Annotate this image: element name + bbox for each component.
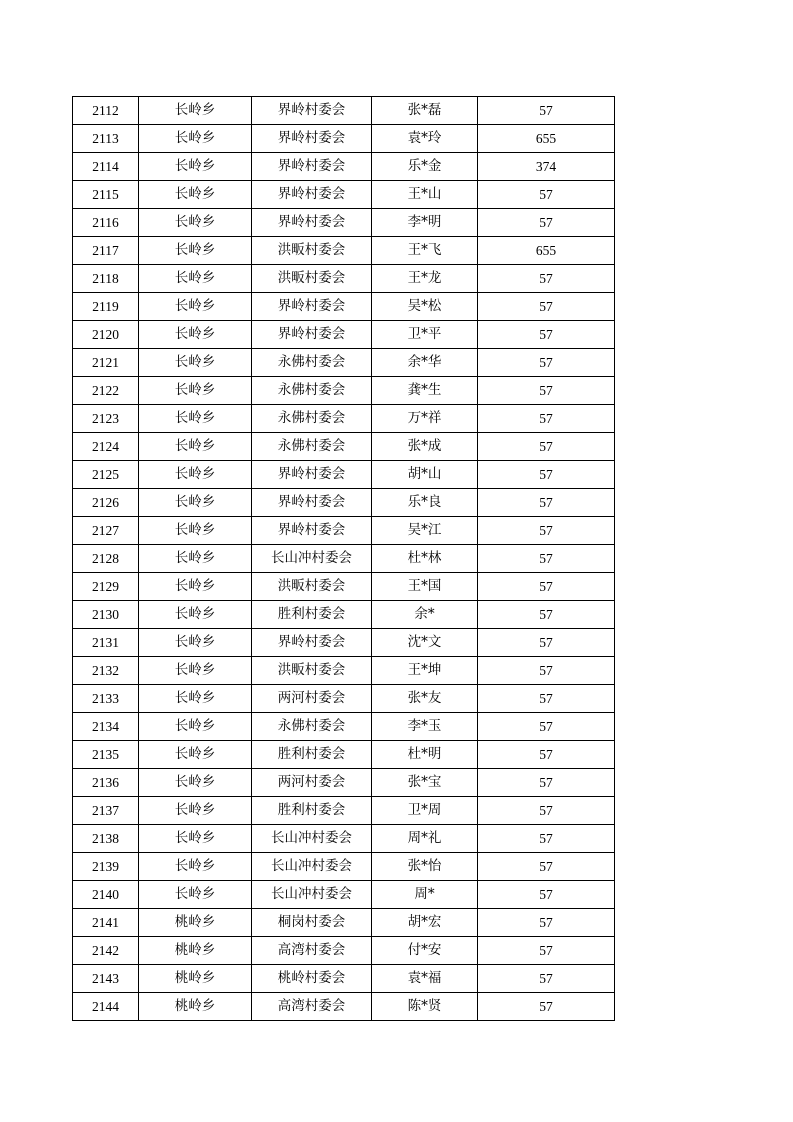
row-number-cell: 2132	[73, 657, 139, 685]
person-name-cell: 杜*林	[372, 545, 478, 573]
village-committee-cell: 界岭村委会	[252, 153, 372, 181]
village-committee-cell: 永佛村委会	[252, 377, 372, 405]
township-cell: 长岭乡	[139, 797, 252, 825]
table-row	[73, 209, 615, 237]
person-name-cell: 周*	[372, 881, 478, 909]
table-row	[73, 713, 615, 741]
row-number-cell: 2124	[73, 433, 139, 461]
table-row	[73, 181, 615, 209]
amount-cell: 57	[478, 909, 615, 937]
person-name-cell: 袁*福	[372, 965, 478, 993]
village-committee-cell: 高湾村委会	[252, 993, 372, 1021]
township-cell: 桃岭乡	[139, 965, 252, 993]
township-cell: 长岭乡	[139, 685, 252, 713]
village-committee-cell: 永佛村委会	[252, 433, 372, 461]
row-number-cell: 2140	[73, 881, 139, 909]
table-row	[73, 461, 615, 489]
village-committee-cell: 界岭村委会	[252, 209, 372, 237]
township-cell: 长岭乡	[139, 377, 252, 405]
person-name-cell: 袁*玲	[372, 125, 478, 153]
row-number-cell: 2134	[73, 713, 139, 741]
township-cell: 长岭乡	[139, 881, 252, 909]
village-committee-cell: 洪畈村委会	[252, 237, 372, 265]
amount-cell: 57	[478, 657, 615, 685]
person-name-cell: 王*国	[372, 573, 478, 601]
table-row	[73, 657, 615, 685]
person-name-cell: 胡*山	[372, 461, 478, 489]
row-number-cell: 2138	[73, 825, 139, 853]
table-row	[73, 573, 615, 601]
person-name-cell: 李*玉	[372, 713, 478, 741]
village-committee-cell: 胜利村委会	[252, 741, 372, 769]
village-committee-cell: 长山冲村委会	[252, 881, 372, 909]
amount-cell: 57	[478, 741, 615, 769]
township-cell: 长岭乡	[139, 461, 252, 489]
table-row	[73, 97, 615, 125]
township-cell: 长岭乡	[139, 181, 252, 209]
row-number-cell: 2129	[73, 573, 139, 601]
table-row	[73, 601, 615, 629]
township-cell: 长岭乡	[139, 265, 252, 293]
amount-cell: 57	[478, 517, 615, 545]
amount-cell: 57	[478, 321, 615, 349]
table-row	[73, 293, 615, 321]
township-cell: 长岭乡	[139, 349, 252, 377]
table-row	[73, 769, 615, 797]
row-number-cell: 2122	[73, 377, 139, 405]
village-committee-cell: 两河村委会	[252, 685, 372, 713]
table-row	[73, 685, 615, 713]
row-number-cell: 2130	[73, 601, 139, 629]
person-name-cell: 胡*宏	[372, 909, 478, 937]
table-row	[73, 629, 615, 657]
amount-cell: 57	[478, 797, 615, 825]
row-number-cell: 2120	[73, 321, 139, 349]
row-number-cell: 2123	[73, 405, 139, 433]
village-committee-cell: 桐岗村委会	[252, 909, 372, 937]
person-name-cell: 张*磊	[372, 97, 478, 125]
village-committee-cell: 洪畈村委会	[252, 573, 372, 601]
amount-cell: 57	[478, 349, 615, 377]
township-cell: 长岭乡	[139, 97, 252, 125]
amount-cell: 57	[478, 937, 615, 965]
village-committee-cell: 永佛村委会	[252, 713, 372, 741]
village-committee-cell: 洪畈村委会	[252, 265, 372, 293]
township-cell: 长岭乡	[139, 573, 252, 601]
township-cell: 长岭乡	[139, 629, 252, 657]
person-name-cell: 张*怡	[372, 853, 478, 881]
amount-cell: 57	[478, 685, 615, 713]
village-committee-cell: 长山冲村委会	[252, 825, 372, 853]
township-cell: 桃岭乡	[139, 909, 252, 937]
person-name-cell: 万*祥	[372, 405, 478, 433]
village-committee-cell: 界岭村委会	[252, 321, 372, 349]
amount-cell: 57	[478, 825, 615, 853]
person-name-cell: 乐*金	[372, 153, 478, 181]
amount-cell: 57	[478, 601, 615, 629]
person-name-cell: 李*明	[372, 209, 478, 237]
amount-cell: 57	[478, 377, 615, 405]
village-committee-cell: 长山冲村委会	[252, 545, 372, 573]
township-cell: 长岭乡	[139, 853, 252, 881]
amount-cell: 57	[478, 881, 615, 909]
row-number-cell: 2116	[73, 209, 139, 237]
row-number-cell: 2133	[73, 685, 139, 713]
table-row	[73, 909, 615, 937]
amount-cell: 57	[478, 265, 615, 293]
township-cell: 长岭乡	[139, 405, 252, 433]
amount-cell: 57	[478, 713, 615, 741]
village-committee-cell: 界岭村委会	[252, 517, 372, 545]
row-number-cell: 2137	[73, 797, 139, 825]
township-cell: 长岭乡	[139, 545, 252, 573]
township-cell: 长岭乡	[139, 293, 252, 321]
table-row	[73, 405, 615, 433]
village-committee-cell: 胜利村委会	[252, 601, 372, 629]
person-name-cell: 周*礼	[372, 825, 478, 853]
township-cell: 桃岭乡	[139, 993, 252, 1021]
village-committee-cell: 高湾村委会	[252, 937, 372, 965]
row-number-cell: 2126	[73, 489, 139, 517]
person-name-cell: 吴*江	[372, 517, 478, 545]
row-number-cell: 2143	[73, 965, 139, 993]
person-name-cell: 张*友	[372, 685, 478, 713]
table-row	[73, 853, 615, 881]
table-row	[73, 321, 615, 349]
township-cell: 长岭乡	[139, 517, 252, 545]
village-committee-cell: 永佛村委会	[252, 349, 372, 377]
amount-cell: 57	[478, 209, 615, 237]
amount-cell: 57	[478, 769, 615, 797]
table-row	[73, 489, 615, 517]
person-name-cell: 张*宝	[372, 769, 478, 797]
township-cell: 长岭乡	[139, 741, 252, 769]
row-number-cell: 2125	[73, 461, 139, 489]
table-row	[73, 433, 615, 461]
person-name-cell: 乐*良	[372, 489, 478, 517]
village-committee-cell: 界岭村委会	[252, 489, 372, 517]
township-cell: 长岭乡	[139, 153, 252, 181]
person-name-cell: 王*山	[372, 181, 478, 209]
township-cell: 长岭乡	[139, 825, 252, 853]
township-cell: 长岭乡	[139, 209, 252, 237]
township-cell: 长岭乡	[139, 601, 252, 629]
row-number-cell: 2119	[73, 293, 139, 321]
amount-cell: 57	[478, 433, 615, 461]
amount-cell: 57	[478, 965, 615, 993]
table-row	[73, 937, 615, 965]
table-row	[73, 825, 615, 853]
person-name-cell: 余*华	[372, 349, 478, 377]
person-name-cell: 沈*文	[372, 629, 478, 657]
amount-cell: 57	[478, 573, 615, 601]
village-committee-cell: 桃岭村委会	[252, 965, 372, 993]
amount-cell: 57	[478, 405, 615, 433]
amount-cell: 57	[478, 181, 615, 209]
table-row	[73, 153, 615, 181]
table-row	[73, 545, 615, 573]
amount-cell: 655	[478, 237, 615, 265]
row-number-cell: 2113	[73, 125, 139, 153]
row-number-cell: 2117	[73, 237, 139, 265]
table-row	[73, 741, 615, 769]
village-committee-cell: 界岭村委会	[252, 125, 372, 153]
table-row	[73, 125, 615, 153]
person-name-cell: 余*	[372, 601, 478, 629]
roster-table-body	[73, 97, 615, 1021]
amount-cell: 57	[478, 293, 615, 321]
row-number-cell: 2127	[73, 517, 139, 545]
person-name-cell: 付*安	[372, 937, 478, 965]
row-number-cell: 2118	[73, 265, 139, 293]
person-name-cell: 陈*贤	[372, 993, 478, 1021]
person-name-cell: 王*飞	[372, 237, 478, 265]
row-number-cell: 2112	[73, 97, 139, 125]
township-cell: 桃岭乡	[139, 937, 252, 965]
person-name-cell: 王*坤	[372, 657, 478, 685]
village-committee-cell: 两河村委会	[252, 769, 372, 797]
person-name-cell: 张*成	[372, 433, 478, 461]
table-row	[73, 993, 615, 1021]
person-name-cell: 吴*松	[372, 293, 478, 321]
amount-cell: 57	[478, 853, 615, 881]
table-row	[73, 797, 615, 825]
table-row	[73, 517, 615, 545]
row-number-cell: 2131	[73, 629, 139, 657]
row-number-cell: 2144	[73, 993, 139, 1021]
township-cell: 长岭乡	[139, 489, 252, 517]
village-committee-cell: 界岭村委会	[252, 97, 372, 125]
village-committee-cell: 洪畈村委会	[252, 657, 372, 685]
person-name-cell: 卫*周	[372, 797, 478, 825]
person-name-cell: 龚*生	[372, 377, 478, 405]
village-committee-cell: 界岭村委会	[252, 181, 372, 209]
amount-cell: 374	[478, 153, 615, 181]
row-number-cell: 2135	[73, 741, 139, 769]
amount-cell: 57	[478, 97, 615, 125]
village-committee-cell: 永佛村委会	[252, 405, 372, 433]
row-number-cell: 2128	[73, 545, 139, 573]
village-committee-cell: 界岭村委会	[252, 293, 372, 321]
row-number-cell: 2142	[73, 937, 139, 965]
township-cell: 长岭乡	[139, 321, 252, 349]
village-committee-cell: 胜利村委会	[252, 797, 372, 825]
township-cell: 长岭乡	[139, 433, 252, 461]
township-cell: 长岭乡	[139, 237, 252, 265]
amount-cell: 655	[478, 125, 615, 153]
row-number-cell: 2115	[73, 181, 139, 209]
person-name-cell: 王*龙	[372, 265, 478, 293]
person-name-cell: 卫*平	[372, 321, 478, 349]
village-committee-cell: 界岭村委会	[252, 461, 372, 489]
township-cell: 长岭乡	[139, 657, 252, 685]
table-row	[73, 965, 615, 993]
amount-cell: 57	[478, 993, 615, 1021]
township-cell: 长岭乡	[139, 769, 252, 797]
row-number-cell: 2121	[73, 349, 139, 377]
row-number-cell: 2136	[73, 769, 139, 797]
person-name-cell: 杜*明	[372, 741, 478, 769]
row-number-cell: 2114	[73, 153, 139, 181]
amount-cell: 57	[478, 545, 615, 573]
amount-cell: 57	[478, 489, 615, 517]
amount-cell: 57	[478, 461, 615, 489]
table-row	[73, 377, 615, 405]
table-row	[73, 881, 615, 909]
roster-table	[72, 96, 615, 1021]
township-cell: 长岭乡	[139, 713, 252, 741]
township-cell: 长岭乡	[139, 125, 252, 153]
village-committee-cell: 界岭村委会	[252, 629, 372, 657]
amount-cell: 57	[478, 629, 615, 657]
table-row	[73, 265, 615, 293]
table-row	[73, 349, 615, 377]
table-row	[73, 237, 615, 265]
village-committee-cell: 长山冲村委会	[252, 853, 372, 881]
row-number-cell: 2139	[73, 853, 139, 881]
row-number-cell: 2141	[73, 909, 139, 937]
